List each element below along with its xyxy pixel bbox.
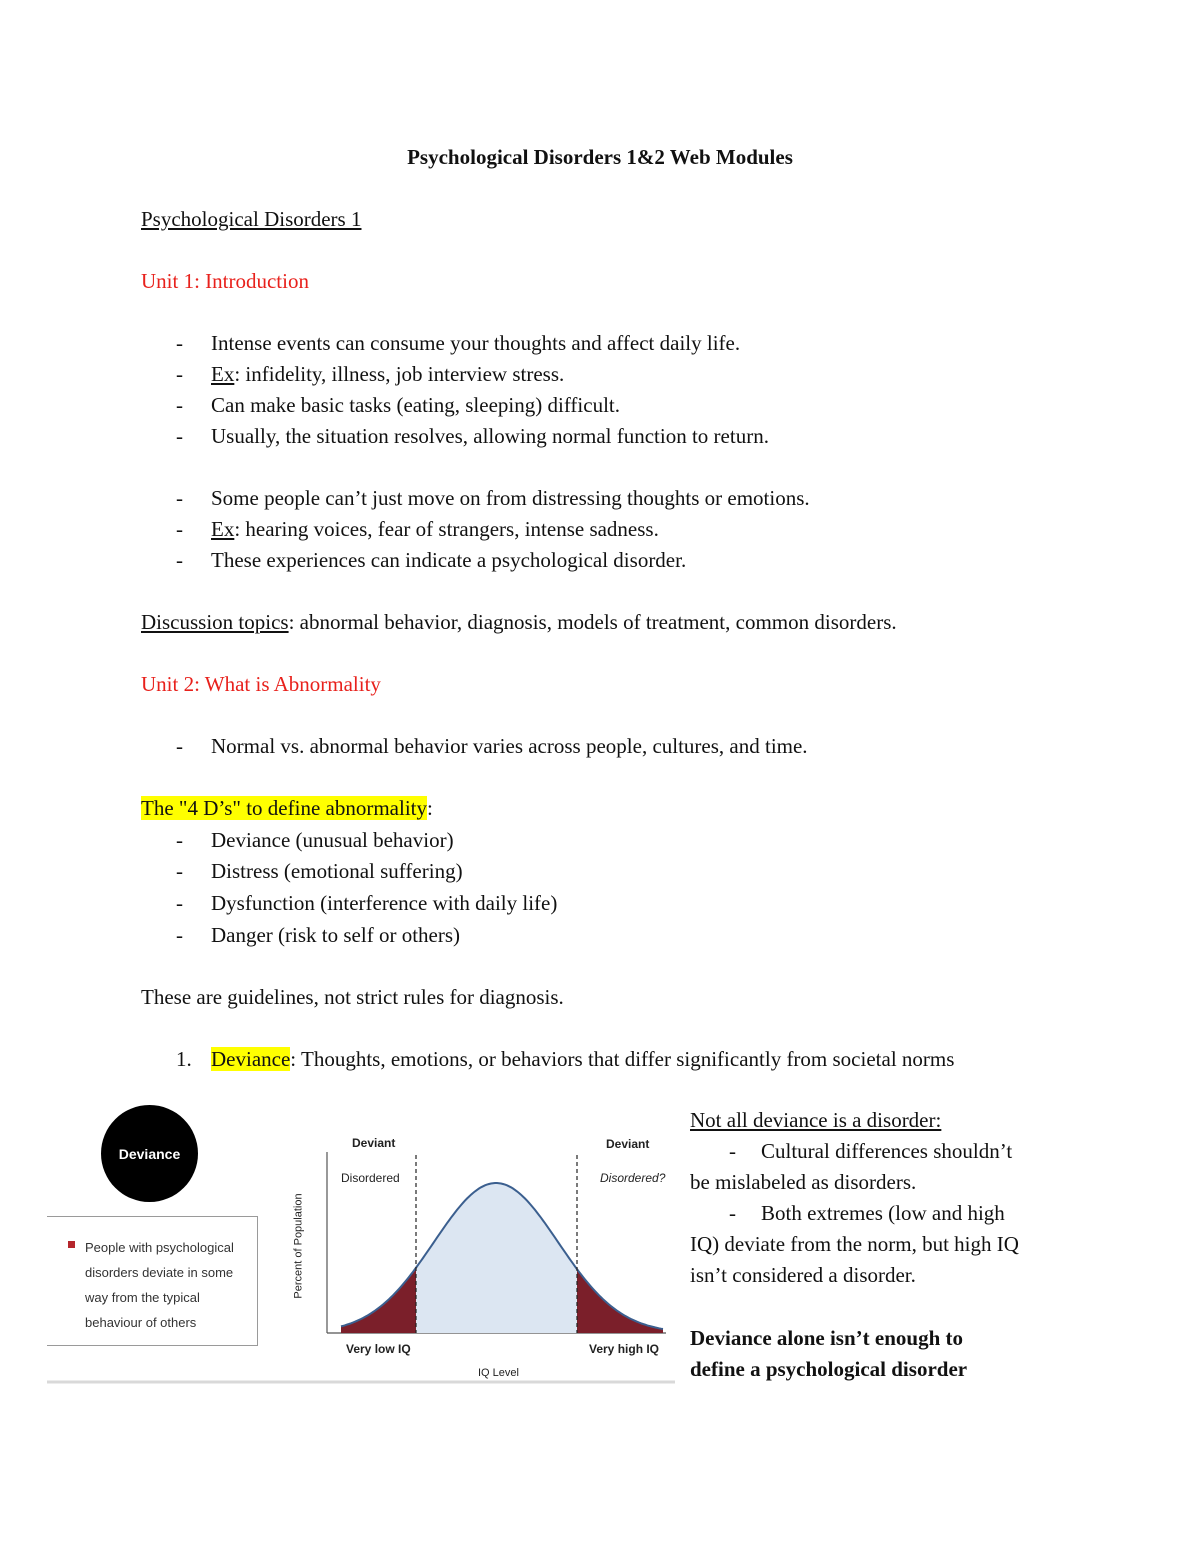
x-axis-label: IQ Level [478, 1367, 519, 1379]
left-disordered-label: Disordered [341, 1171, 400, 1185]
right-deviant-label: Deviant [606, 1137, 650, 1151]
unit1-heading: Unit 1: Introduction [141, 269, 309, 293]
left-deviant-label: Deviant [352, 1136, 396, 1150]
side-note-dash-1: - [729, 1139, 736, 1163]
unit2-heading: Unit 2: What is Abnormality [141, 672, 381, 696]
curve-right-tail [577, 1269, 663, 1333]
side-note-dash-2: - [729, 1201, 736, 1225]
side-note-heading: Not all deviance is a disorder: [690, 1108, 942, 1132]
right-disordered-label: Disordered? [600, 1171, 666, 1185]
side-note-conclusion: define a psychological disorder [690, 1357, 968, 1381]
side-note-line: IQ) deviate from the norm, but high IQ [690, 1232, 1019, 1256]
curve-center-fill [416, 1183, 577, 1333]
card-text: People with psychological disorders deviate in some way from the typical behaviour of others [85, 1240, 234, 1330]
side-note-line: isn’t considered a disorder. [690, 1263, 916, 1287]
section-heading: Psychological Disorders 1 [141, 207, 362, 231]
deviance-circle: Deviance [101, 1105, 198, 1202]
y-axis-label: Percent of Population [292, 1193, 305, 1299]
guidelines-text: These are guidelines, not strict rules for diagnosis. [141, 985, 564, 1009]
document-title: Psychological Disorders 1&2 Web Modules [407, 145, 793, 169]
side-note-line: Cultural differences shouldn’t [761, 1139, 1013, 1163]
side-note-conclusion: Deviance alone isn’t enough to [690, 1326, 963, 1350]
high-iq-label: Very high IQ [589, 1342, 660, 1356]
four-ds-heading: The "4 D’s" to define abnormality: [141, 796, 433, 820]
side-note-line: be mislabeled as disorders. [690, 1170, 917, 1194]
side-note-line: Both extremes (low and high [761, 1201, 1005, 1225]
low-iq-label: Very low IQ [346, 1342, 411, 1356]
discussion-topics: Discussion topics: abnormal behavior, diagnosis, models of treatment, common disorders. [141, 610, 897, 634]
